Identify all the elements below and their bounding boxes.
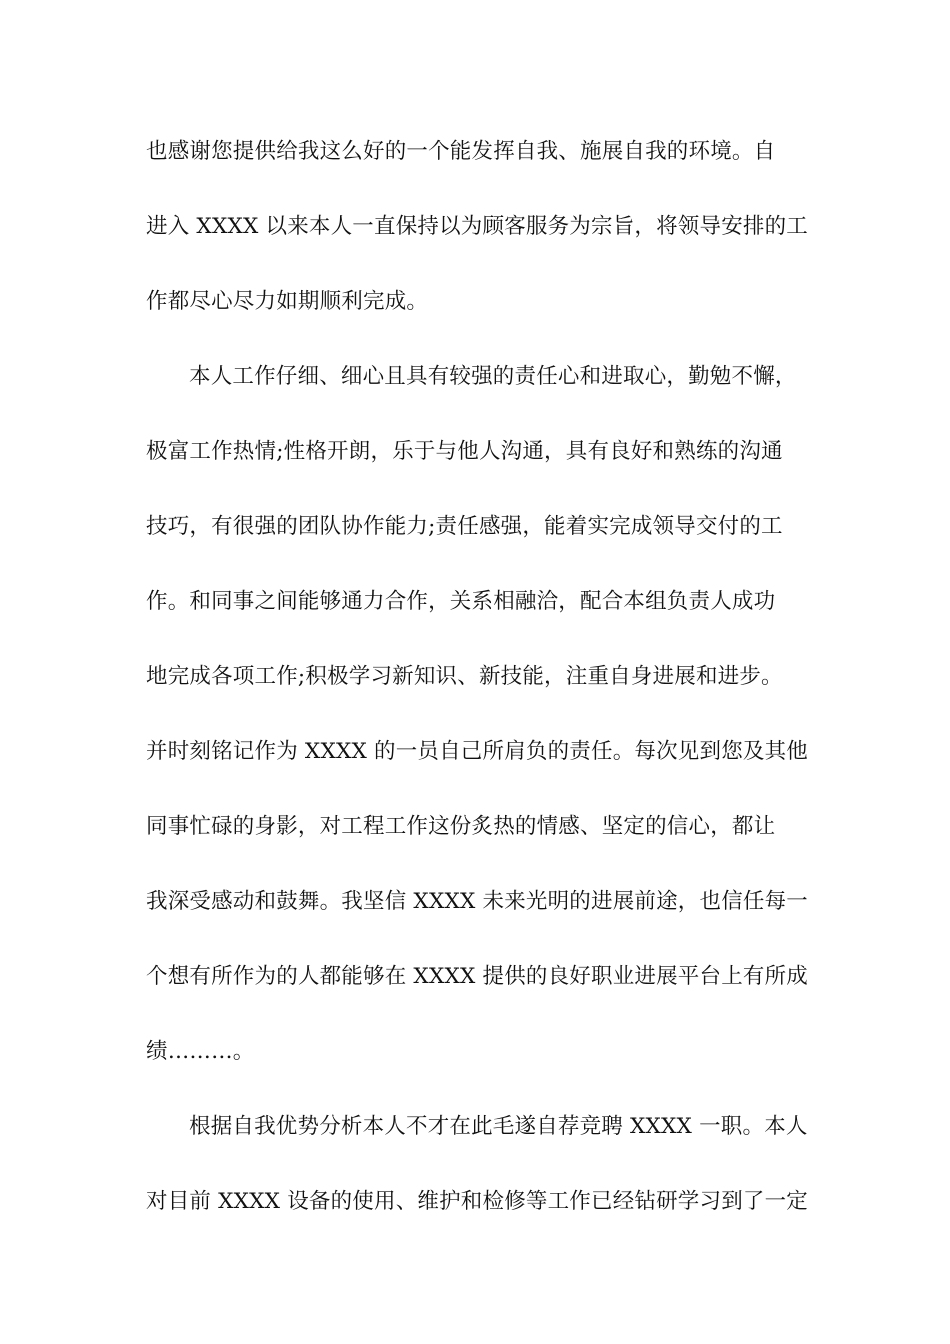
text-line: 极富工作热情;性格开朗，乐于与他人沟通，具有良好和熟练的沟通	[146, 439, 783, 464]
text-line: 技巧，有很强的团队协作能力;责任感强，能着实完成领导交付的工	[146, 514, 783, 539]
text-line: 并时刻铭记作为 XXXX 的一员自己所肩负的责任。每次见到您及其他	[146, 739, 808, 764]
paragraph-first-line: 根据自我优势分析本人不才在此毛遂自荐竞聘 XXXX 一职。本人	[189, 1114, 808, 1139]
text-line: 进入 XXXX 以来本人一直保持以为顾客服务为宗旨，将领导安排的工	[146, 214, 808, 239]
text-line: 同事忙碌的身影，对工程工作这份炙热的情感、坚定的信心，都让	[146, 814, 776, 839]
text-line: 地完成各项工作;积极学习新知识、新技能，注重自身进展和进步。	[146, 664, 783, 689]
paragraph-first-line: 本人工作仔细、细心且具有较强的责任心和进取心，勤勉不懈，	[189, 364, 797, 389]
text-line: 个想有所作为的人都能够在 XXXX 提供的良好职业进展平台上有所成	[146, 964, 808, 989]
text-line: 也感谢您提供给我这么好的一个能发挥自我、施展自我的环境。自	[146, 139, 776, 164]
text-line: 作都尽心尽力如期顺利完成。	[146, 289, 429, 314]
text-line: 作。和同事之间能够通力合作，关系相融洽，配合本组负责人成功	[146, 589, 776, 614]
text-line: 绩………。	[146, 1039, 255, 1064]
text-line: 我深受感动和鼓舞。我坚信 XXXX 未来光明的进展前途，也信任每一	[146, 889, 808, 914]
text-line: 对目前 XXXX 设备的使用、维护和检修等工作已经钻研学习到了一定	[146, 1189, 808, 1214]
